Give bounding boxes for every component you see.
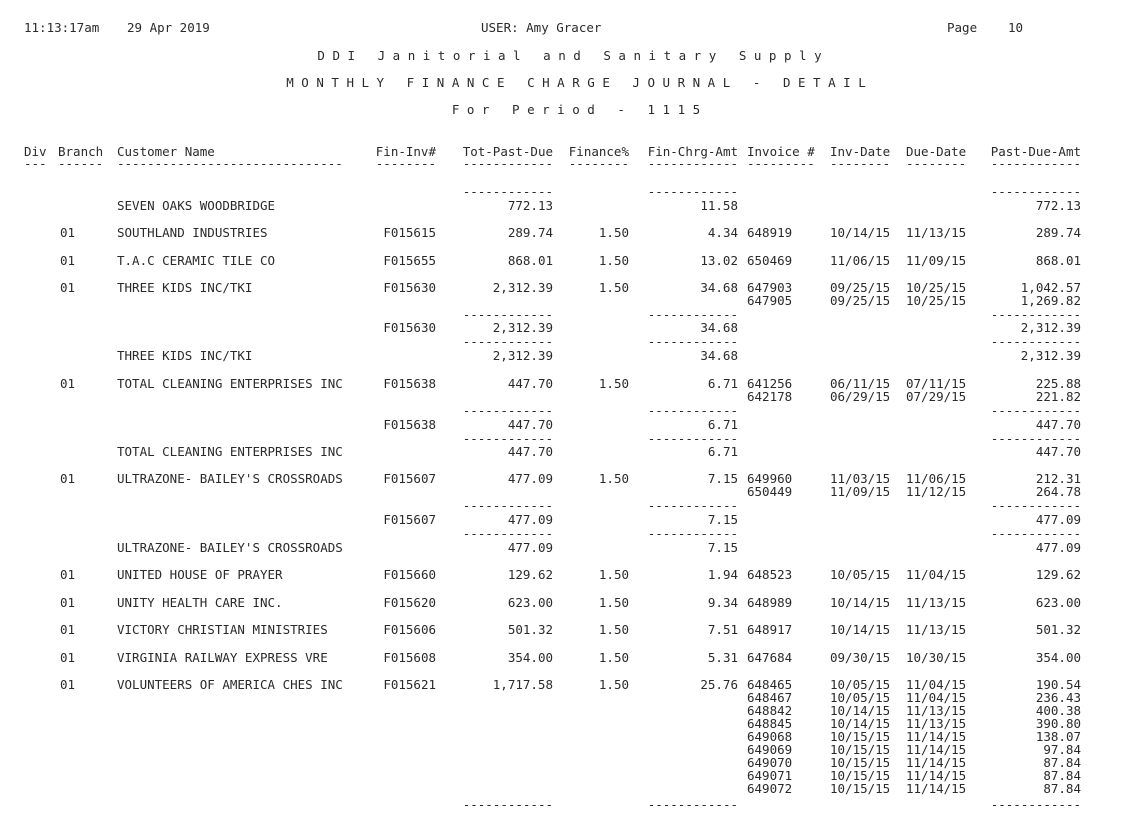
cell-ddate: 11/04/15: [906, 690, 967, 705]
cell-idate: 11/09/15: [830, 484, 891, 499]
cell-ddate: 11/14/15: [906, 742, 967, 757]
cell-past: 447.70: [1035, 444, 1081, 459]
subtotal-rule: ------------: [990, 431, 1081, 446]
cell-past: 477.09: [1035, 512, 1081, 527]
cell-customer: VIRGINIA RAILWAY EXPRESS VRE: [117, 650, 328, 665]
cell-inv: 649071: [747, 768, 793, 783]
cell-customer: SOUTHLAND INDUSTRIES: [117, 225, 268, 240]
cell-tot: 477.09: [507, 471, 553, 486]
cell-fin: F015638: [383, 376, 436, 391]
col-finance-pct-header: Finance%: [568, 144, 629, 159]
cell-ddate: 11/12/15: [906, 484, 967, 499]
cell-customer: ULTRAZONE- BAILEY'S CROSSROADS: [117, 540, 343, 555]
col-branch-underline: ------: [58, 156, 104, 171]
cell-ddate: 10/25/15: [906, 293, 967, 308]
cell-idate: 10/05/15: [830, 690, 891, 705]
cell-chrg: 13.02: [700, 253, 738, 268]
cell-past: 501.32: [1035, 622, 1081, 637]
cell-div: 01: [60, 567, 76, 582]
cell-past: 390.80: [1035, 716, 1081, 731]
cell-ddate: 11/13/15: [906, 703, 967, 718]
subtotal-rule: ------------: [647, 184, 738, 199]
cell-fin: F015607: [383, 512, 436, 527]
cell-ddate: 11/13/15: [906, 225, 967, 240]
cell-inv: 649068: [747, 729, 793, 744]
cell-tot: 2,312.39: [492, 280, 553, 295]
cell-inv: 649072: [747, 781, 793, 796]
cell-fin: F015655: [383, 253, 436, 268]
col-invoice-header: Invoice #: [747, 144, 815, 159]
cell-idate: 11/06/15: [830, 253, 891, 268]
cell-past: 236.43: [1035, 690, 1081, 705]
cell-chrg: 9.34: [707, 595, 738, 610]
cell-fin: F015606: [383, 622, 436, 637]
cell-inv: 649069: [747, 742, 793, 757]
cell-fin: F015608: [383, 650, 436, 665]
cell-idate: 06/29/15: [830, 389, 891, 404]
report-date: 29 Apr 2019: [127, 20, 210, 35]
cell-ddate: 11/06/15: [906, 471, 967, 486]
cell-tot: 477.09: [507, 512, 553, 527]
cell-ddate: 11/13/15: [906, 595, 967, 610]
cell-idate: 10/14/15: [830, 595, 891, 610]
cell-div: 01: [60, 650, 76, 665]
cell-idate: 09/25/15: [830, 293, 891, 308]
cell-chrg: 5.31: [707, 650, 738, 665]
cell-inv: 649070: [747, 755, 793, 770]
subtotal-rule: ------------: [462, 526, 553, 541]
cell-ddate: 10/25/15: [906, 280, 967, 295]
cell-chrg: 7.15: [707, 540, 738, 555]
cell-chrg: 7.15: [707, 471, 738, 486]
cell-fin: F015638: [383, 417, 436, 432]
subtotal-rule: ------------: [462, 403, 553, 418]
cell-inv: 648523: [747, 567, 793, 582]
cell-div: 01: [60, 225, 76, 240]
cell-chrg: 34.68: [700, 320, 738, 335]
cell-inv: 650469: [747, 253, 793, 268]
cell-fin: F015615: [383, 225, 436, 240]
col-inv-date-header: Inv-Date: [830, 144, 891, 159]
subtotal-rule: ------------: [647, 334, 738, 349]
cell-tot: 354.00: [507, 650, 553, 665]
cell-ddate: 07/11/15: [906, 376, 967, 391]
cell-tot: 289.74: [507, 225, 553, 240]
subtotal-rule: ------------: [647, 498, 738, 513]
cell-customer: T.A.C CERAMIC TILE CO: [117, 253, 276, 268]
cell-pct: 1.50: [598, 567, 629, 582]
cell-past: 447.70: [1035, 417, 1081, 432]
subtotal-rule: ------------: [990, 526, 1081, 541]
cell-pct: 1.50: [598, 471, 629, 486]
cell-chrg: 34.68: [700, 348, 738, 363]
cell-fin: F015620: [383, 595, 436, 610]
cell-past: 264.78: [1035, 484, 1081, 499]
col-finance-pct-underline: --------: [568, 156, 629, 171]
page-label: Page: [947, 20, 978, 35]
cell-past: 2,312.39: [1020, 348, 1081, 363]
cell-past: 138.07: [1035, 729, 1081, 744]
cell-past: 87.84: [1043, 768, 1081, 783]
cell-past: 129.62: [1035, 567, 1081, 582]
cell-past: 87.84: [1043, 781, 1081, 796]
cell-div: 01: [60, 677, 76, 692]
cell-customer: TOTAL CLEANING ENTERPRISES INC: [117, 376, 343, 391]
cell-past: 225.88: [1035, 376, 1081, 391]
cell-idate: 10/15/15: [830, 729, 891, 744]
cell-past: 190.54: [1035, 677, 1081, 692]
subtotal-rule: ------------: [647, 526, 738, 541]
cell-tot: 2,312.39: [492, 348, 553, 363]
subtotal-rule: ------------: [462, 184, 553, 199]
cell-chrg: 6.71: [707, 444, 738, 459]
cell-tot: 129.62: [507, 567, 553, 582]
cell-pct: 1.50: [598, 622, 629, 637]
cell-past: 623.00: [1035, 595, 1081, 610]
cell-chrg: 1.94: [707, 567, 738, 582]
cell-ddate: 11/13/15: [906, 716, 967, 731]
cell-inv: 649960: [747, 471, 793, 486]
cell-idate: 10/15/15: [830, 742, 891, 757]
report-period: F o r P e r i o d - 1 1 1 5: [451, 102, 701, 117]
cell-tot: 447.70: [507, 444, 553, 459]
cell-div: 01: [60, 595, 76, 610]
cell-tot: 447.70: [507, 376, 553, 391]
col-customer-underline: ------------------------------: [117, 156, 343, 171]
cell-chrg: 11.58: [700, 198, 738, 213]
cell-inv: 647684: [747, 650, 793, 665]
cell-chrg: 6.71: [707, 376, 738, 391]
col-customer-header: Customer Name: [117, 144, 215, 159]
col-branch-header: Branch: [58, 144, 104, 159]
cell-div: 01: [60, 622, 76, 637]
cell-customer: ULTRAZONE- BAILEY'S CROSSROADS: [117, 471, 343, 486]
col-due-date-header: Due-Date: [906, 144, 967, 159]
subtotal-rule: ------------: [990, 403, 1081, 418]
cell-customer: THREE KIDS INC/TKI: [117, 348, 253, 363]
cell-customer: VOLUNTEERS OF AMERICA CHES INC: [117, 677, 343, 692]
cell-ddate: 11/04/15: [906, 677, 967, 692]
cell-idate: 10/05/15: [830, 677, 891, 692]
cell-past: 87.84: [1043, 755, 1081, 770]
cell-past: 477.09: [1035, 540, 1081, 555]
col-fin-inv-underline: --------: [375, 156, 436, 171]
cell-tot: 1,717.58: [492, 677, 553, 692]
cell-inv: 650449: [747, 484, 793, 499]
cell-fin: F015630: [383, 320, 436, 335]
cell-tot: 447.70: [507, 417, 553, 432]
cell-inv: 648919: [747, 225, 793, 240]
col-div-header: Div: [24, 144, 47, 159]
company-name: D D I J a n i t o r i a l a n d S a n i t a r y S u p p l y: [317, 48, 822, 63]
cell-customer: VICTORY CHRISTIAN MINISTRIES: [117, 622, 328, 637]
cell-inv: 641256: [747, 376, 793, 391]
cell-inv: 648842: [747, 703, 793, 718]
cell-div: 01: [60, 471, 76, 486]
cell-idate: 11/03/15: [830, 471, 891, 486]
cell-customer: UNITY HEALTH CARE INC.: [117, 595, 283, 610]
cell-idate: 10/14/15: [830, 703, 891, 718]
report-time: 11:13:17am: [24, 20, 100, 35]
cell-idate: 10/15/15: [830, 768, 891, 783]
cell-idate: 10/15/15: [830, 755, 891, 770]
cell-div: 01: [60, 376, 76, 391]
cell-customer: SEVEN OAKS WOODBRIDGE: [117, 198, 276, 213]
report-title: M O N T H L Y F I N A N C E C H A R G E J O U R N A L - D E T A I L: [286, 75, 866, 90]
cell-ddate: 11/13/15: [906, 622, 967, 637]
cell-past: 1,269.82: [1020, 293, 1081, 308]
cell-div: 01: [60, 253, 76, 268]
cell-ddate: 10/30/15: [906, 650, 967, 665]
cell-inv: 648845: [747, 716, 793, 731]
col-fin-inv-header: Fin-Inv#: [375, 144, 436, 159]
cell-inv: 648917: [747, 622, 793, 637]
subtotal-rule: ------------: [462, 307, 553, 322]
cell-chrg: 6.71: [707, 417, 738, 432]
cell-chrg: 7.51: [707, 622, 738, 637]
cell-tot: 2,312.39: [492, 320, 553, 335]
cell-inv: 648467: [747, 690, 793, 705]
cell-chrg: 7.15: [707, 512, 738, 527]
subtotal-rule: ------------: [647, 797, 738, 812]
cell-customer: TOTAL CLEANING ENTERPRISES INC: [117, 444, 343, 459]
cell-tot: 477.09: [507, 540, 553, 555]
cell-inv: 647905: [747, 293, 793, 308]
cell-inv: 648465: [747, 677, 793, 692]
cell-tot: 868.01: [507, 253, 553, 268]
cell-past: 354.00: [1035, 650, 1081, 665]
cell-pct: 1.50: [598, 225, 629, 240]
cell-past: 400.38: [1035, 703, 1081, 718]
col-past-due-amt-underline: ------------: [990, 156, 1081, 171]
subtotal-rule: ------------: [462, 431, 553, 446]
cell-ddate: 11/14/15: [906, 781, 967, 796]
subtotal-rule: ------------: [462, 334, 553, 349]
col-due-date-underline: --------: [906, 156, 967, 171]
subtotal-rule: ------------: [990, 797, 1081, 812]
cell-inv: 648989: [747, 595, 793, 610]
subtotal-rule: ------------: [990, 334, 1081, 349]
cell-ddate: 11/04/15: [906, 567, 967, 582]
cell-ddate: 11/09/15: [906, 253, 967, 268]
subtotal-rule: ------------: [462, 498, 553, 513]
cell-past: 289.74: [1035, 225, 1081, 240]
col-fin-chrg-amt-underline: ------------: [647, 156, 738, 171]
cell-ddate: 07/29/15: [906, 389, 967, 404]
cell-chrg: 4.34: [707, 225, 738, 240]
cell-past: 221.82: [1035, 389, 1081, 404]
page-number: 10: [1008, 20, 1024, 35]
cell-ddate: 11/14/15: [906, 768, 967, 783]
cell-idate: 06/11/15: [830, 376, 891, 391]
cell-past: 868.01: [1035, 253, 1081, 268]
cell-customer: THREE KIDS INC/TKI: [117, 280, 253, 295]
cell-past: 212.31: [1035, 471, 1081, 486]
col-invoice-underline: ---------: [747, 156, 815, 171]
cell-pct: 1.50: [598, 280, 629, 295]
subtotal-rule: ------------: [462, 797, 553, 812]
subtotal-rule: ------------: [647, 403, 738, 418]
cell-fin: F015621: [383, 677, 436, 692]
cell-past: 1,042.57: [1020, 280, 1081, 295]
cell-chrg: 34.68: [700, 280, 738, 295]
cell-pct: 1.50: [598, 376, 629, 391]
col-tot-past-due-underline: ------------: [462, 156, 553, 171]
cell-idate: 09/25/15: [830, 280, 891, 295]
cell-div: 01: [60, 280, 76, 295]
cell-tot: 772.13: [507, 198, 553, 213]
subtotal-rule: ------------: [647, 307, 738, 322]
subtotal-rule: ------------: [990, 498, 1081, 513]
cell-tot: 623.00: [507, 595, 553, 610]
col-tot-past-due-header: Tot-Past-Due: [462, 144, 553, 159]
cell-fin: F015660: [383, 567, 436, 582]
col-div-underline: ---: [24, 156, 47, 171]
cell-past: 97.84: [1043, 742, 1081, 757]
subtotal-rule: ------------: [990, 307, 1081, 322]
cell-fin: F015607: [383, 471, 436, 486]
cell-pct: 1.50: [598, 253, 629, 268]
col-inv-date-underline: --------: [830, 156, 891, 171]
report-user: USER: Amy Gracer: [481, 20, 602, 35]
cell-idate: 10/14/15: [830, 225, 891, 240]
cell-pct: 1.50: [598, 650, 629, 665]
cell-past: 2,312.39: [1020, 320, 1081, 335]
cell-ddate: 11/14/15: [906, 755, 967, 770]
cell-inv: 647903: [747, 280, 793, 295]
cell-ddate: 11/14/15: [906, 729, 967, 744]
cell-customer: UNITED HOUSE OF PRAYER: [117, 567, 283, 582]
col-past-due-amt-header: Past-Due-Amt: [990, 144, 1081, 159]
subtotal-rule: ------------: [990, 184, 1081, 199]
cell-idate: 10/15/15: [830, 781, 891, 796]
subtotal-rule: ------------: [647, 431, 738, 446]
cell-fin: F015630: [383, 280, 436, 295]
cell-idate: 10/05/15: [830, 567, 891, 582]
cell-inv: 642178: [747, 389, 793, 404]
cell-pct: 1.50: [598, 677, 629, 692]
cell-tot: 501.32: [507, 622, 553, 637]
cell-idate: 10/14/15: [830, 716, 891, 731]
cell-idate: 09/30/15: [830, 650, 891, 665]
cell-chrg: 25.76: [700, 677, 738, 692]
cell-idate: 10/14/15: [830, 622, 891, 637]
cell-pct: 1.50: [598, 595, 629, 610]
col-fin-chrg-amt-header: Fin-Chrg-Amt: [647, 144, 738, 159]
cell-past: 772.13: [1035, 198, 1081, 213]
